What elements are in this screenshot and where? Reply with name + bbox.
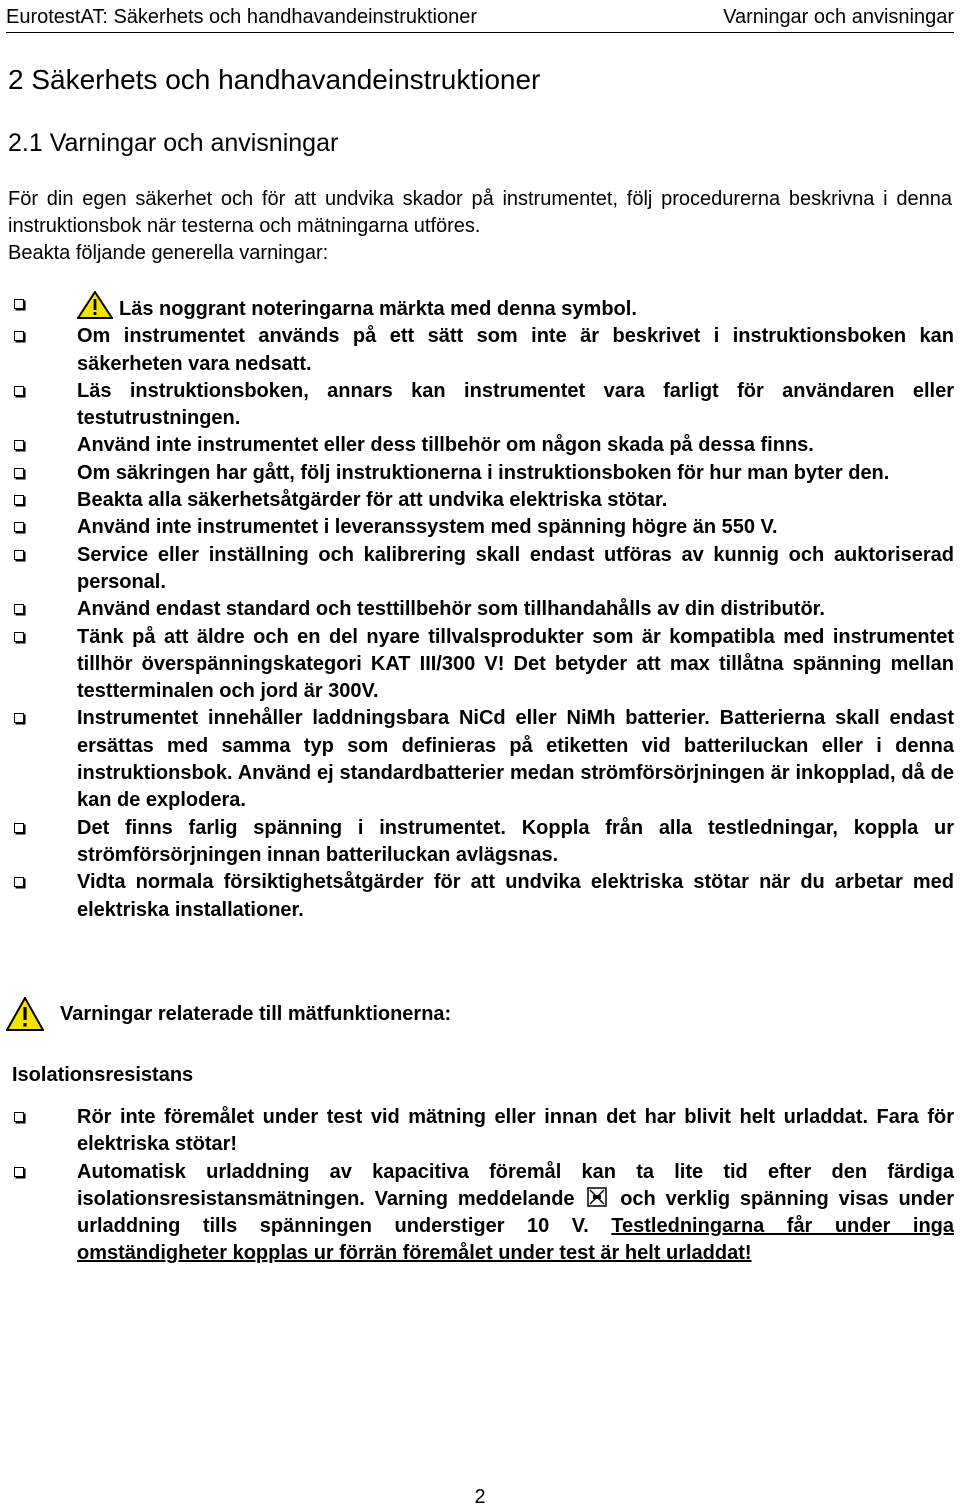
list-item <box>0 514 960 541</box>
warning-triangle-icon <box>77 291 113 319</box>
heading-chapter: 2 Säkerhets och handhavandeinstruktioner <box>8 64 541 95</box>
checkbox-bullet-icon <box>14 386 24 396</box>
list-item <box>0 487 960 514</box>
discharge-warning-icon <box>586 1186 608 1208</box>
checkbox-bullet-icon <box>14 1112 24 1122</box>
warning-text: Vidta normala försiktighetsåtgärder för att undvika elektriska stötar när du arbetar med elektriska installationer. <box>77 871 954 921</box>
list-item <box>0 1104 960 1159</box>
measurement-warnings-heading <box>6 997 451 1031</box>
checkbox-bullet-icon <box>14 440 24 450</box>
list-item <box>0 705 960 814</box>
checkbox-bullet-icon <box>14 522 24 532</box>
checkbox-bullet-icon <box>14 550 24 560</box>
list-item <box>0 624 960 706</box>
header-right: Varningar och anvisningar <box>723 5 954 28</box>
checkbox-bullet-icon <box>14 468 24 478</box>
checkbox-bullet-icon <box>14 1167 24 1177</box>
list-item <box>0 815 960 870</box>
warning-text: Service eller inställning och kalibrering skall endast utföras av kunnig och auktoriserad personal. <box>77 543 954 593</box>
warning-text: Använd inte instrumentet eller dess tillbehör om någon skada på dessa finns. <box>77 434 814 457</box>
warning-text-part1: Automatisk urladdning av kapacitiva föremål kan ta lite tid efter den färdiga isolationsresistansmätningen. Varning meddelande <box>77 1160 954 1210</box>
running-header <box>6 2 954 33</box>
warning-text: Läs instruktionsboken, annars kan instrumentet vara farligt för användaren eller testutrustningen. <box>77 379 954 430</box>
warning-text-part2: och verklig spänning visas under urladdning tills spänningen understiger 10 V. <box>77 1187 955 1238</box>
warning-text: Använd endast standard och testtillbehör som tillhandahålls av din distributör. <box>77 598 825 621</box>
intro-text <box>8 186 952 267</box>
list-item <box>0 460 960 487</box>
warning-text: Det finns farlig spänning i instrumentet. Koppla från alla testledningar, koppla ur strömförsörjningen innan batteriluckan avlägsnas. <box>77 816 954 866</box>
list-item <box>0 596 960 623</box>
checkbox-bullet-icon <box>14 823 24 833</box>
heading-section: 2.1 Varningar och anvisningar <box>8 129 339 157</box>
checkbox-bullet-icon <box>14 877 24 887</box>
checkbox-bullet-icon <box>14 495 24 505</box>
list-item <box>0 869 960 924</box>
list-item <box>0 291 960 323</box>
checkbox-bullet-icon <box>14 632 24 642</box>
measurement-warnings-title: Varningar relaterade till mätfunktionerna: <box>60 1002 452 1025</box>
list-item <box>0 432 960 459</box>
list-item <box>0 378 960 433</box>
page-number: 2 <box>474 1486 486 1508</box>
list-item <box>0 1159 960 1268</box>
warning-text-underlined: Testledningarna får under inga omständigheter kopplas ur förrän föremålet under test är helt urladdat! <box>77 1215 954 1265</box>
insulation-warnings-list <box>0 1104 960 1268</box>
warning-text: Läs noggrant noteringarna märkta med denna symbol. <box>119 298 637 320</box>
checkbox-bullet-icon <box>14 331 24 341</box>
warning-text: Beakta alla säkerhetsåtgärder för att undvika elektriska stötar. <box>77 489 668 512</box>
general-warnings-list <box>0 291 960 924</box>
checkbox-bullet-icon <box>14 713 24 723</box>
intro-line2: Beakta följande generella varningar: <box>8 242 329 264</box>
list-item <box>0 542 960 597</box>
warning-text: Om säkringen har gått, följ instruktionerna i instruktionsboken för hur man byter den. <box>77 461 890 484</box>
warning-text: Om instrumentet används på ett sätt som inte är beskrivet i instruktionsboken kan säkerheten vara nedsatt. <box>77 325 954 375</box>
header-left: EurotestAT: Säkerhets och handhavandeinstruktioner <box>6 5 478 28</box>
checkbox-bullet-icon <box>14 299 24 309</box>
insulation-title: Isolationsresistans <box>12 1064 194 1086</box>
checkbox-bullet-icon <box>14 604 24 614</box>
warning-text: Tänk på att äldre och en del nyare tillvalsprodukter som är kompatibla med instrumentet tillhör överspänningskategori KAT III/300 V! Det betyder att max tillåtna spänning mellan testterminalen och jord är 300V. <box>77 625 954 703</box>
warning-triangle-icon <box>6 997 44 1031</box>
warning-text: Rör inte föremålet under test vid mätning eller innan det har blivit helt urladdat. Fara för elektriska stötar! <box>77 1106 954 1156</box>
warning-text: Instrumentet innehåller laddningsbara NiCd eller NiMh batterier. Batterierna skall endast ersättas med samma typ som definieras på etiketten vid batteriluckan eller i denna instruktionsbok. Använd ej standardbatterier medan strömförsörjningen är inkopplad, då de kan de explodera. <box>77 707 954 812</box>
intro-paragraph: För din egen säkerhet och för att undvika skador på instrumentet, följ procedurerna beskrivna i denna instruktionsbok när testerna och mätningarna utföres. <box>8 188 952 237</box>
list-item <box>0 323 960 378</box>
warning-text: Använd inte instrumentet i leveranssystem med spänning högre än 550 V. <box>77 516 778 539</box>
